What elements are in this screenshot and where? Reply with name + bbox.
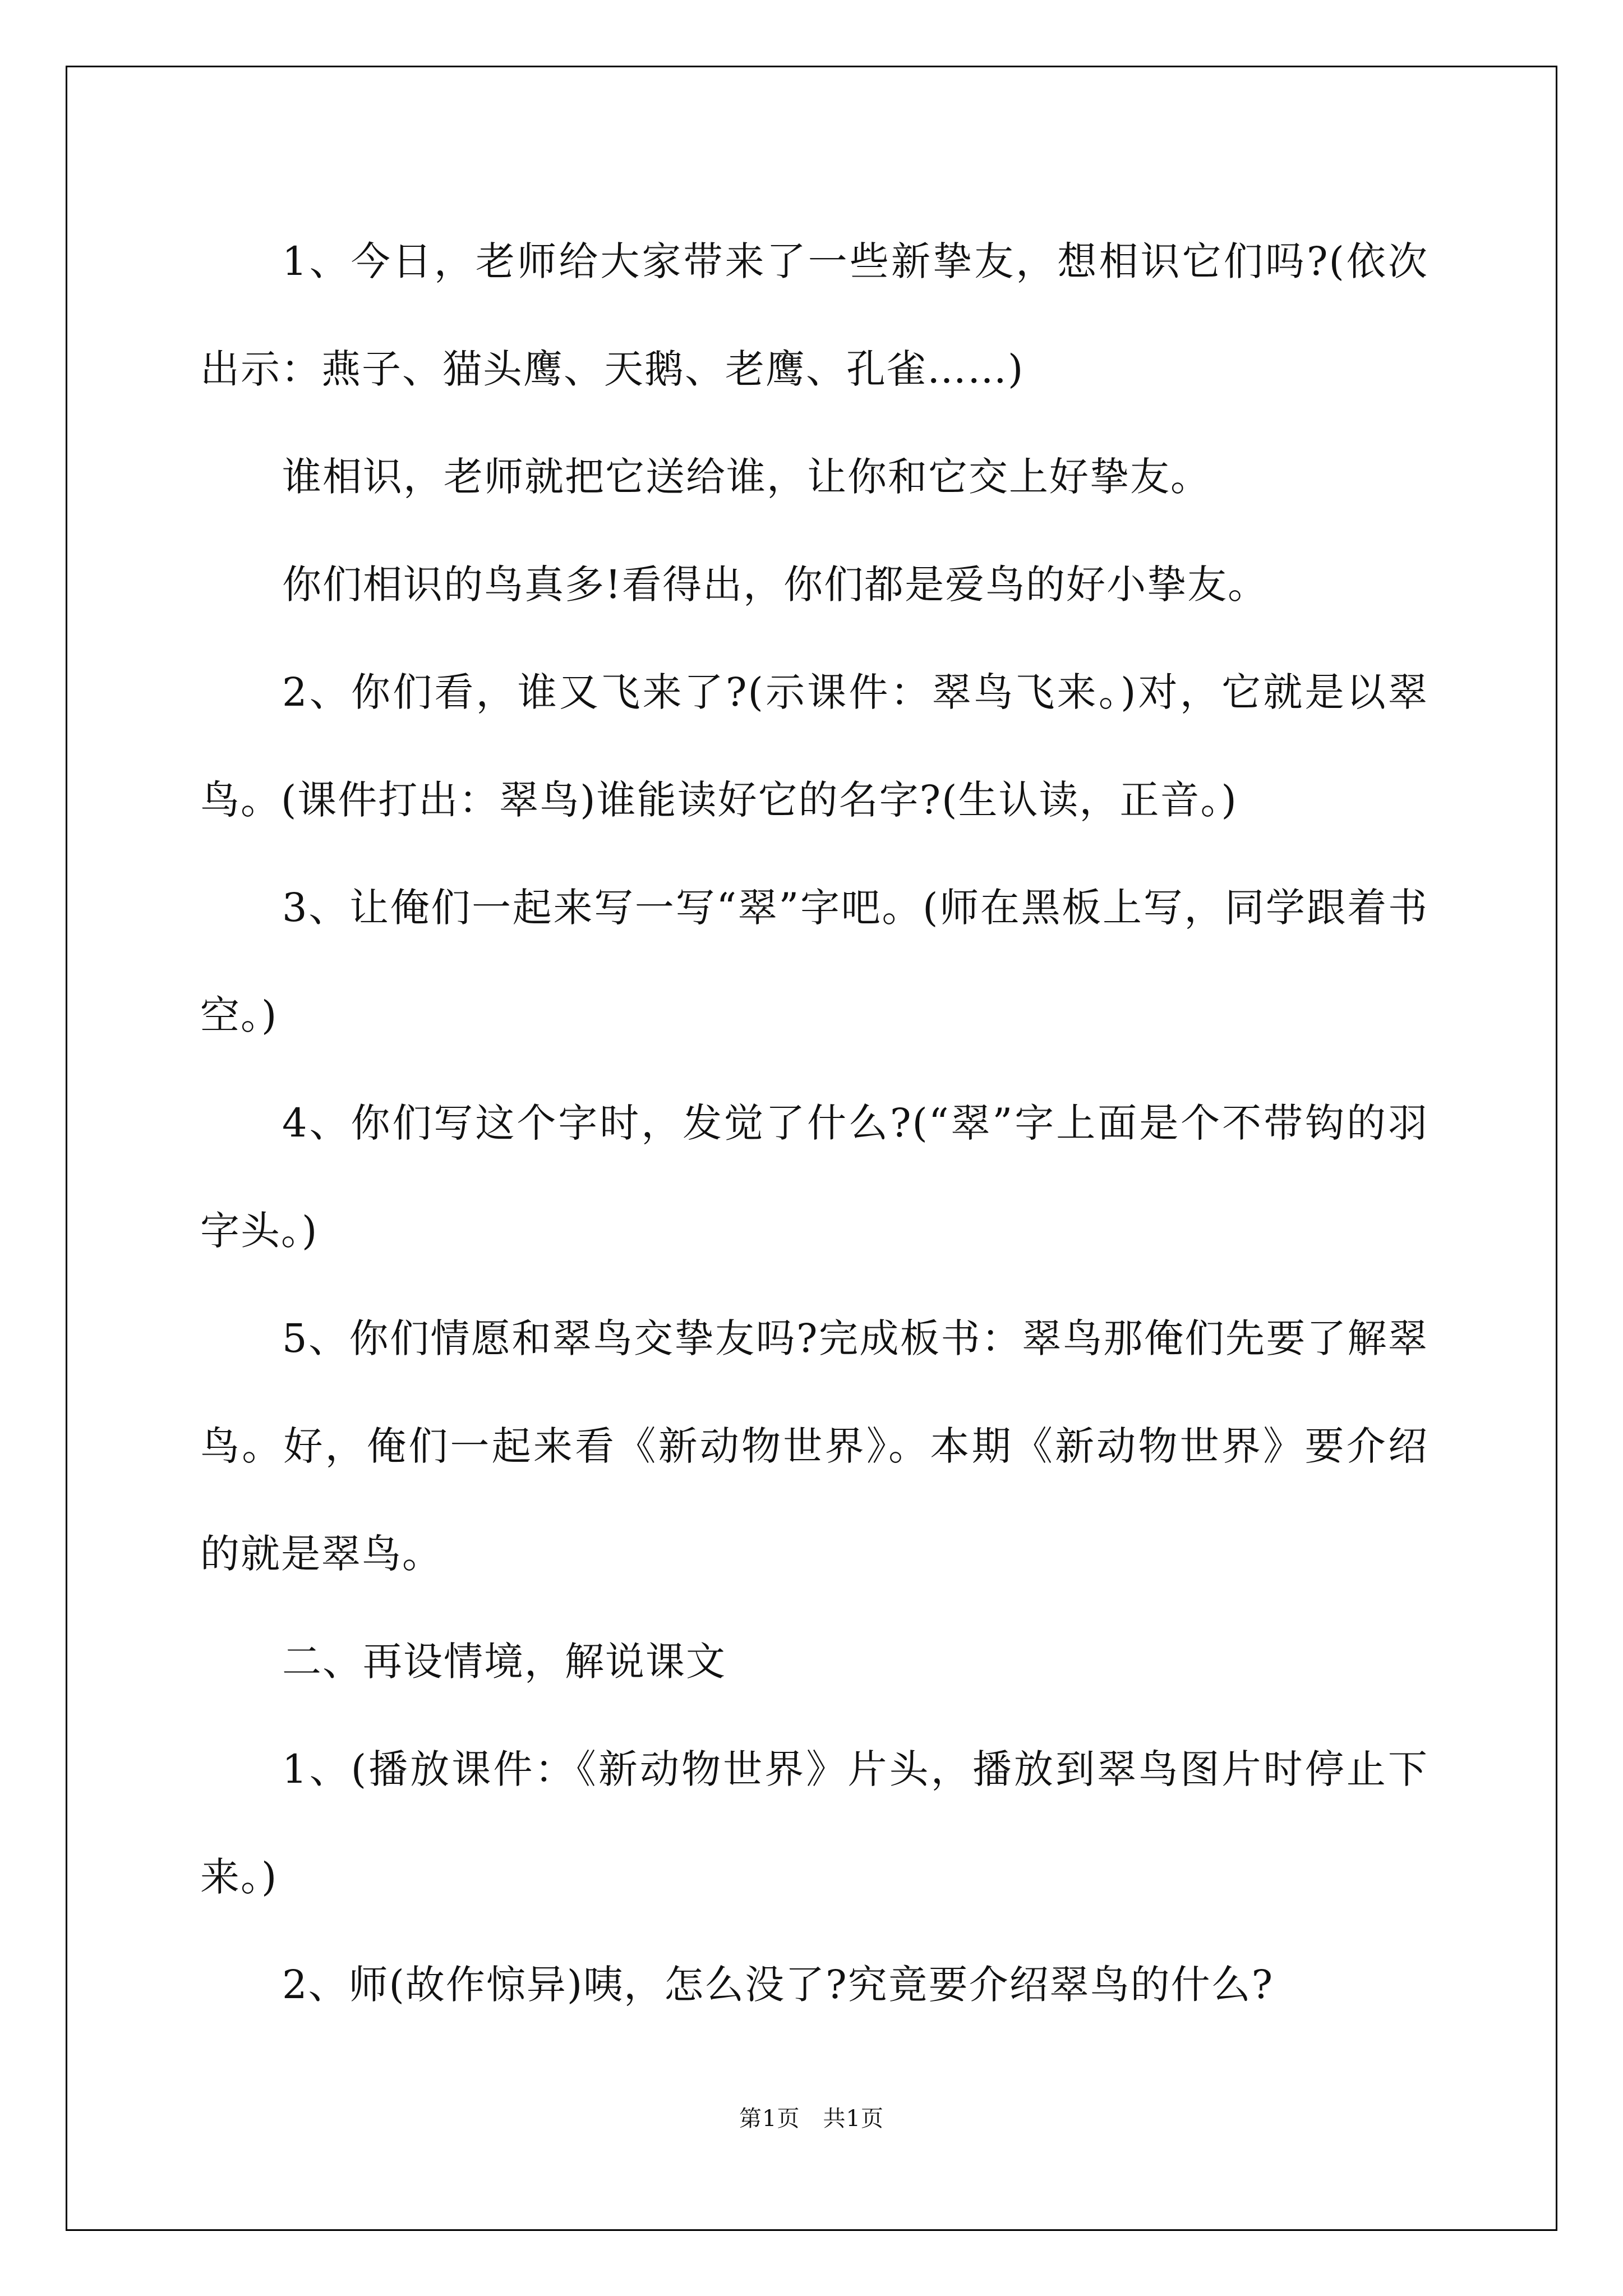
paragraph-6: 4、你们写这个字时，发觉了什么?(“翠”字上面是个不带钩的羽字头。) <box>200 1100 1428 1254</box>
paragraph-9: 2、师(故作惊异)咦，怎么没了?究竟要介绍翠鸟的什么? <box>282 1962 1274 2008</box>
page-number-footer: 第1页 共1页 <box>739 2106 884 2132</box>
paragraph-4: 2、你们看，谁又飞来了?(示课件：翠鸟飞来。)对，它就是以翠鸟。(课件打出：翠鸟)谁能读好它的名字?(生认读，正音。) <box>200 669 1428 823</box>
paragraph-3: 你们相识的鸟真多!看得出，你们都是爱鸟的好小挚友。 <box>282 562 1269 608</box>
paragraph-2: 谁相识，老师就把它送给谁，让你和它交上好挚友。 <box>282 454 1211 500</box>
paragraph-5: 3、让俺们一起来写一写“翠”字吧。(师在黑板上写，同学跟着书空。) <box>200 885 1428 1038</box>
section-heading: 二、再设情境，解说课文 <box>282 1639 726 1685</box>
paragraph-8: 1、(播放课件：《新动物世界》片头，播放到翠鸟图片时停止下来。) <box>200 1746 1428 1900</box>
document-body <box>200 208 1428 2039</box>
paragraph-1: 1、今日，老师给大家带来了一些新挚友，想相识它们吗?(依次出示：燕子、猫头鹰、天鹅、老鹰、孔雀……) <box>200 238 1428 392</box>
paragraph-7: 5、你们情愿和翠鸟交挚友吗?完成板书：翠鸟那俺们先要了解翠鸟。好，俺们一起来看《新动物世界》。本期《新动物世界》要介绍的就是翠鸟。 <box>200 1315 1428 1577</box>
